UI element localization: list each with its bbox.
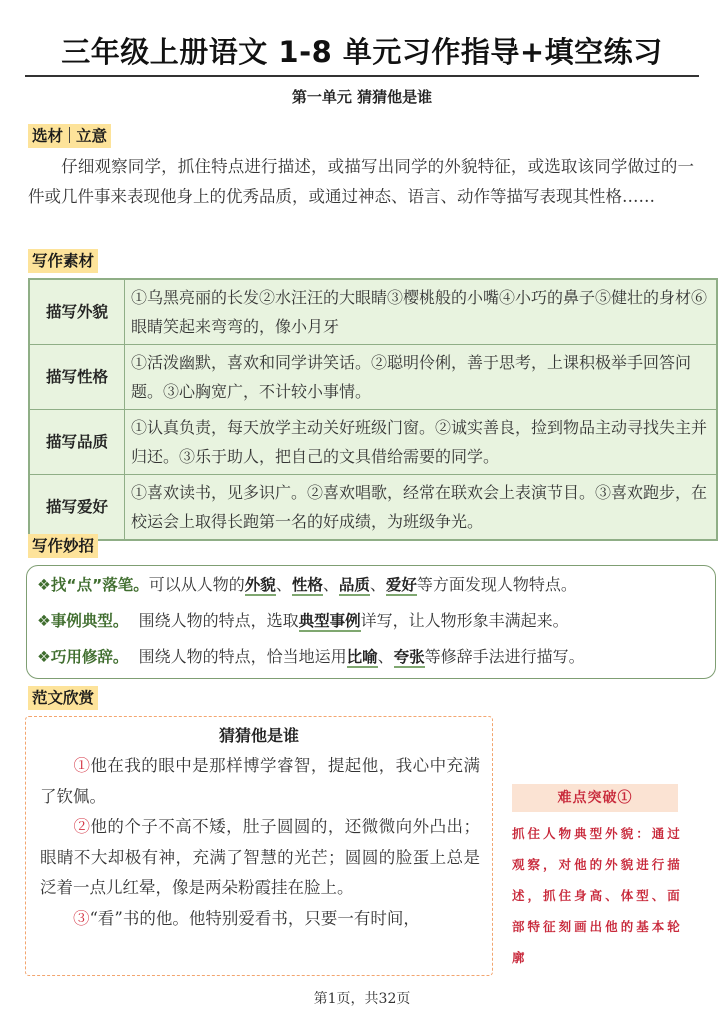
essay-body [40, 751, 480, 934]
tip-text: 等方面发现人物特点。 [416, 575, 577, 594]
label-separator [69, 127, 70, 143]
row-header: 描写品质 [29, 410, 125, 475]
circled-number: ③ [73, 908, 90, 928]
row-content: ①喜欢读书，见多识广。②喜欢唱歌，经常在联欢会上表演节目。③喜欢跑步，在校运会上取得长跑第一名的好成绩，为班级争光。 [125, 475, 718, 541]
row-header: 描写性格 [29, 345, 125, 410]
row-header: 描写外貌 [29, 279, 125, 345]
tip-emphasis: 典型事例 [298, 612, 361, 630]
tip-item [37, 572, 577, 595]
section-label-materials: 写作素材 [28, 249, 98, 273]
tip-text: 围绕人物的特点，恰当地运用 [128, 647, 347, 666]
essay-paragraph [40, 904, 480, 935]
section-label-tips: 写作妙招 [28, 534, 98, 558]
tip-emphasis: 性格 [291, 576, 323, 594]
tip-separator: 、 [322, 575, 339, 594]
tip-item [37, 608, 569, 631]
essay-box [25, 716, 493, 976]
label-part: 选材 [32, 127, 64, 145]
topic-text: 仔细观察同学，抓住特点进行描述，或描写出同学的外貌特征，或选取该同学做过的一件或几件事来表现他身上的优秀品质，或通过神态、语言、动作等描写表现其性格…… [28, 157, 694, 206]
diamond-bullet-icon: ❖ [37, 648, 51, 666]
materials-table [28, 278, 718, 541]
section-label-essay: 范文欣赏 [28, 686, 98, 710]
table-row [29, 410, 717, 475]
tip-emphasis: 夸张 [393, 648, 425, 666]
tip-key: 巧用修辞。 [50, 648, 129, 666]
tip-text: 围绕人物的特点，选取 [128, 611, 299, 630]
essay-title: 猜猜他是谁 [218, 726, 299, 745]
row-content: ①认真负责，每天放学主动关好班级门窗。②诚实善良，捡到物品主动寻找失主并归还。③乐于助人，把自己的文具借给需要的同学。 [125, 410, 718, 475]
tip-text: 等修辞手法进行描写。 [424, 647, 585, 666]
row-content: ①乌黑亮丽的长发②水汪汪的大眼睛③樱桃般的小嘴④小巧的鼻子⑤健壮的身材⑥眼睛笑起来弯弯的，像小月牙 [125, 279, 718, 345]
unit-subtitle: 第一单元 猜猜他是谁 [291, 88, 433, 106]
page-number: 第1页，共32页 [313, 991, 411, 1007]
tip-separator: 、 [369, 575, 386, 594]
paragraph-text: “看”书的他。他特别爱看书，只要一有时间， [89, 908, 420, 928]
tip-item [37, 644, 585, 667]
row-content: ①活泼幽默，喜欢和同学讲笑话。②聪明伶俐，善于思考，上课积极举手回答问题。③心胸宽广，不计较小事情。 [125, 345, 718, 410]
paragraph-text: 他的个子不高不矮，肚子圆圆的，还微微向外凸出；眼睛不大却极有神，充满了智慧的光芒；圆圆的脸蛋上总是泛着一点儿红晕，像是两朵粉霞挂在脸上。 [40, 817, 481, 897]
diamond-bullet-icon: ❖ [37, 612, 51, 630]
tip-key: 找“点”落笔。 [50, 576, 149, 594]
table-row [29, 475, 717, 541]
tip-separator: 、 [377, 647, 394, 666]
table-row [29, 345, 717, 410]
tip-emphasis: 爱好 [385, 576, 417, 594]
tip-emphasis: 比喻 [346, 648, 378, 666]
title-divider [25, 75, 699, 77]
note-text: 抓住人物典型外貌：通过观察，对他的外貌进行描述，抓住身高、体型、面部特征刻画出他的基本轮廓 [512, 826, 682, 965]
tip-emphasis: 外貌 [244, 576, 276, 594]
tip-emphasis: 品质 [338, 576, 370, 594]
tip-text: 可以从人物的 [148, 575, 245, 594]
topic-paragraph [28, 152, 694, 212]
tip-text: 详写，让人物形象丰满起来。 [360, 611, 569, 630]
label-part: 立意 [76, 127, 108, 145]
paragraph-text: 他在我的眼中是那样博学睿智，提起他，我心中充满了钦佩。 [40, 756, 481, 806]
essay-paragraph [40, 812, 480, 904]
section-label-topic [28, 124, 111, 148]
row-header: 描写爱好 [29, 475, 125, 541]
page-title: 三年级上册语文 1-8 单元习作指导+填空练习 [61, 35, 663, 69]
diamond-bullet-icon: ❖ [37, 576, 51, 594]
tip-separator: 、 [275, 575, 292, 594]
circled-number: ① [73, 756, 91, 775]
table-row [29, 279, 717, 345]
tip-key: 事例典型。 [50, 612, 129, 630]
tips-box [26, 565, 716, 679]
essay-paragraph [40, 751, 480, 812]
note-title: 难点突破① [512, 784, 678, 812]
circled-number: ② [73, 817, 91, 836]
